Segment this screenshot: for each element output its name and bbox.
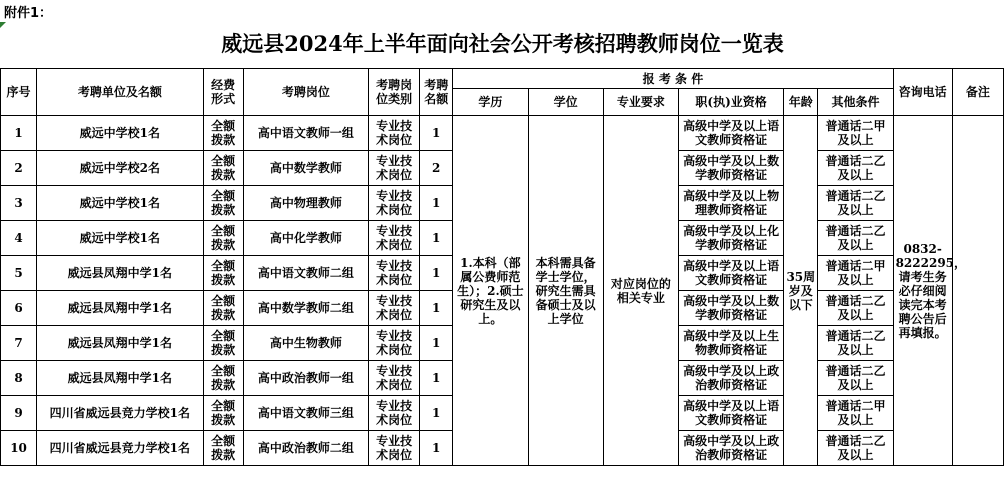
cell-other: 普通话二乙及以上 [818, 151, 893, 186]
cell-unit: 四川省威远县竞力学校1名 [37, 431, 203, 466]
header-quota: 考聘名额 [420, 69, 453, 116]
cell-unit: 威远县凤翔中学1名 [37, 326, 203, 361]
cell-quota: 1 [420, 431, 453, 466]
cell-post: 高中数学教师二组 [243, 291, 368, 326]
cell-category: 专业技术岗位 [369, 186, 420, 221]
cell-quota: 1 [420, 396, 453, 431]
cell-category: 专业技术岗位 [369, 361, 420, 396]
cell-funding: 全额拨款 [203, 256, 243, 291]
cell-post: 高中语文教师三组 [243, 396, 368, 431]
page-title: 威远县2024年上半年面向社会公开考核招聘教师岗位一览表 [221, 31, 784, 56]
header-funding: 经费形式 [203, 69, 243, 116]
header-other: 其他条件 [818, 89, 893, 116]
cell-qualification: 高级中学及以上数学教师资格证 [678, 291, 783, 326]
header-remark: 备注 [952, 69, 1003, 116]
cell-other: 普通话二甲及以上 [818, 396, 893, 431]
cell-qualification: 高级中学及以上语文教师资格证 [678, 116, 783, 151]
cell-category: 专业技术岗位 [369, 396, 420, 431]
cell-other: 普通话二甲及以上 [818, 256, 893, 291]
cell-seq: 9 [1, 396, 37, 431]
cell-other: 普通话二乙及以上 [818, 221, 893, 256]
cell-post: 高中化学教师 [243, 221, 368, 256]
cell-other: 普通话二甲及以上 [818, 116, 893, 151]
header-row-1 [1, 69, 1004, 89]
header-seq: 序号 [1, 69, 37, 116]
cell-remark [952, 116, 1003, 466]
cell-category: 专业技术岗位 [369, 326, 420, 361]
header-major: 专业要求 [603, 89, 678, 116]
cell-seq: 4 [1, 221, 37, 256]
header-category: 考聘岗位类别 [369, 69, 420, 116]
cell-other: 普通话二乙及以上 [818, 291, 893, 326]
cell-unit: 威远中学校1名 [37, 116, 203, 151]
header-age: 年龄 [784, 89, 818, 116]
cell-post: 高中政治教师一组 [243, 361, 368, 396]
cell-category: 专业技术岗位 [369, 116, 420, 151]
cell-seq: 10 [1, 431, 37, 466]
cell-unit: 威远中学校2名 [37, 151, 203, 186]
cell-category: 专业技术岗位 [369, 256, 420, 291]
cell-major: 对应岗位的相关专业 [603, 116, 678, 466]
cell-category: 专业技术岗位 [369, 221, 420, 256]
cell-funding: 全额拨款 [203, 151, 243, 186]
cell-seq: 3 [1, 186, 37, 221]
header-post: 考聘岗位 [243, 69, 368, 116]
cell-degree: 本科需具备学士学位，研究生需具备硕士及以上学位 [528, 116, 603, 466]
cell-quota: 1 [420, 221, 453, 256]
cell-unit: 威远县凤翔中学1名 [37, 291, 203, 326]
cell-post: 高中语文教师一组 [243, 116, 368, 151]
cell-funding: 全额拨款 [203, 221, 243, 256]
cell-quota: 1 [420, 186, 453, 221]
cell-post: 高中政治教师二组 [243, 431, 368, 466]
cell-post: 高中语文教师二组 [243, 256, 368, 291]
cell-category: 专业技术岗位 [369, 291, 420, 326]
cell-funding: 全额拨款 [203, 326, 243, 361]
cell-seq: 7 [1, 326, 37, 361]
cell-category: 专业技术岗位 [369, 431, 420, 466]
header-conditions: 报 考 条 件 [453, 69, 893, 89]
table-row [1, 116, 1004, 151]
recruitment-table [0, 68, 1004, 466]
cell-unit: 四川省威远县竞力学校1名 [37, 396, 203, 431]
cell-quota: 1 [420, 326, 453, 361]
cell-category: 专业技术岗位 [369, 151, 420, 186]
cell-unit: 威远中学校1名 [37, 221, 203, 256]
cell-quota: 1 [420, 256, 453, 291]
cell-post: 高中物理教师 [243, 186, 368, 221]
cell-seq: 6 [1, 291, 37, 326]
cell-unit: 威远县凤翔中学1名 [37, 256, 203, 291]
cell-funding: 全额拨款 [203, 361, 243, 396]
cell-qualification: 高级中学及以上语文教师资格证 [678, 396, 783, 431]
cell-post: 高中生物教师 [243, 326, 368, 361]
cell-funding: 全额拨款 [203, 291, 243, 326]
header-contact: 咨询电话 [893, 69, 952, 116]
cell-age: 35周岁及以下 [784, 116, 818, 466]
cell-funding: 全额拨款 [203, 116, 243, 151]
cell-quota: 1 [420, 361, 453, 396]
cell-qualification: 高级中学及以上化学教师资格证 [678, 221, 783, 256]
cell-seq: 2 [1, 151, 37, 186]
cell-other: 普通话二乙及以上 [818, 186, 893, 221]
cell-qualification: 高级中学及以上物理教师资格证 [678, 186, 783, 221]
cell-funding: 全额拨款 [203, 396, 243, 431]
cell-qualification: 高级中学及以上政治教师资格证 [678, 361, 783, 396]
cell-unit: 威远中学校1名 [37, 186, 203, 221]
cell-seq: 8 [1, 361, 37, 396]
header-degree: 学位 [528, 89, 603, 116]
cell-qualification: 高级中学及以上生物教师资格证 [678, 326, 783, 361]
cell-qualification: 高级中学及以上语文教师资格证 [678, 256, 783, 291]
header-unit: 考聘单位及名额 [37, 69, 203, 116]
cell-funding: 全额拨款 [203, 431, 243, 466]
cell-seq: 5 [1, 256, 37, 291]
header-qualification: 职(执)业资格 [678, 89, 783, 116]
cell-qualification: 高级中学及以上政治教师资格证 [678, 431, 783, 466]
header-education: 学历 [453, 89, 528, 116]
cell-quota: 1 [420, 291, 453, 326]
cell-unit: 威远县凤翔中学1名 [37, 361, 203, 396]
cell-funding: 全额拨款 [203, 186, 243, 221]
annex-label: 附件1： [4, 6, 53, 21]
cell-contact: 0832-8222295，请考生务必仔细阅读完本考聘公告后再填报。 [893, 116, 952, 466]
cell-other: 普通话二乙及以上 [818, 326, 893, 361]
cell-seq: 1 [1, 116, 37, 151]
cell-quota: 1 [420, 116, 453, 151]
cell-quota: 2 [420, 151, 453, 186]
cell-education: 1.本科（部属公费师范生）；2.硕士研究生及以上。 [453, 116, 528, 466]
cell-post: 高中数学教师 [243, 151, 368, 186]
cell-other: 普通话二乙及以上 [818, 361, 893, 396]
cell-other: 普通话二乙及以上 [818, 431, 893, 466]
cell-qualification: 高级中学及以上数学教师资格证 [678, 151, 783, 186]
